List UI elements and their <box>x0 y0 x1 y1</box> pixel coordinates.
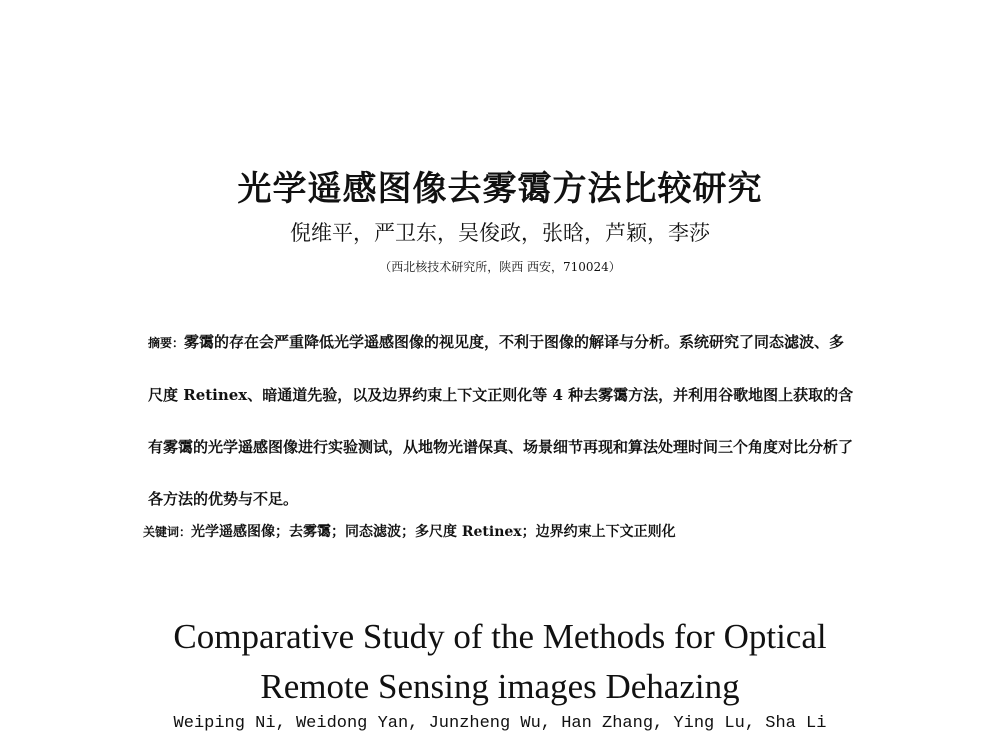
keywords-label: 关键词： <box>143 525 192 539</box>
english-title <box>0 612 1000 712</box>
chinese-title: 光学遥感图像去雾霭方法比较研究 <box>237 169 763 209</box>
chinese-authors: 倪维平，严卫东，吴俊政，张晗，芦颖，李莎 <box>290 221 710 245</box>
keywords-text: 光学遥感图像；去雾霭；同态滤波；多尺度 Retinex；边界约束上下文正则化 <box>191 524 676 540</box>
abstract-text: 雾霭的存在会严重降低光学遥感图像的视见度，不利于图像的解译与分析。系统研究了同态滤波、多尺度 Retinex、暗通道先验，以及边界约束上下文正则化等 4 种去雾霭方法，并利用谷歌地图上获取的含有雾霭的光学遥感图像进行实验测试，从地物光谱保真、场景细节再现和算法处理时间三个角度对比分析了各方法的优势与不足。 <box>148 333 854 508</box>
english-title-line-1: Comparative Study of the Methods for Optical <box>173 617 827 656</box>
chinese-abstract <box>148 316 854 525</box>
abstract-label: 摘要： <box>148 336 185 350</box>
chinese-affiliation: （西北核技术研究所，陕西 西安，710024） <box>379 260 621 274</box>
chinese-keywords <box>143 520 863 544</box>
english-authors: Weiping Ni, Weidong Yan, Junzheng Wu, Han Zhang, Ying Lu, Sha Li <box>173 714 827 733</box>
english-title-line-2: Remote Sensing images Dehazing <box>260 667 740 706</box>
